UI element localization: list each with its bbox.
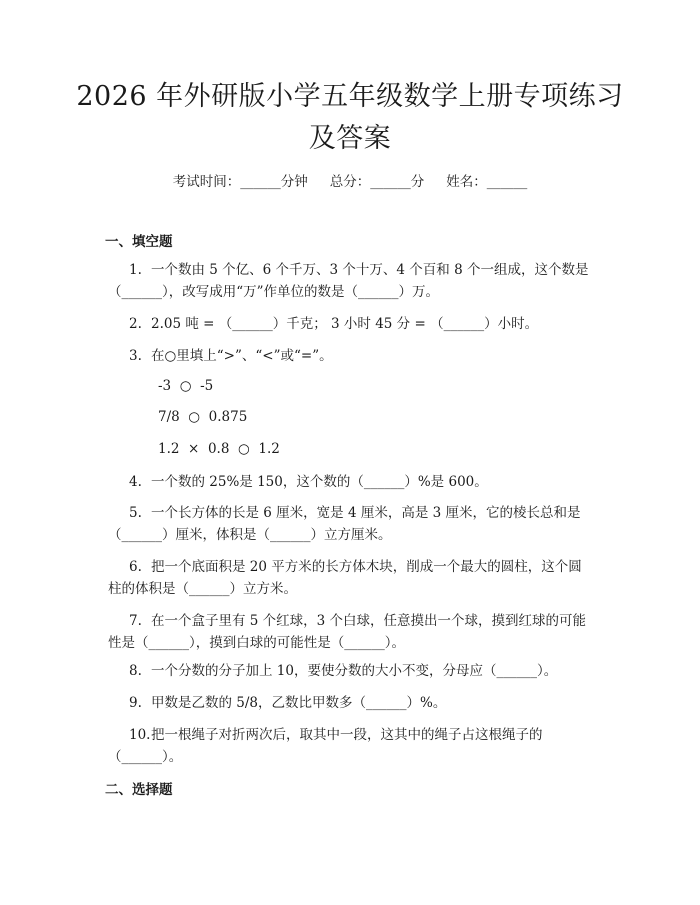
question-4 <box>108 471 593 493</box>
comparison-item: -3 ○ -5 <box>158 378 214 394</box>
title-line-2: 及答案 <box>308 123 392 154</box>
question-5 <box>108 502 593 546</box>
question-text: 甲数是乙数的 5/8，乙数比甲数多（______）%。 <box>151 695 447 711</box>
question-6 <box>108 556 593 600</box>
question-3 <box>108 345 593 367</box>
title-line-1: 2026 年外研版小学五年级数学上册专项练习 <box>76 81 624 112</box>
question-text: 在○里填上“>”、“<”或“=”。 <box>151 348 333 364</box>
question-text: 把一个底面积是 20 平方米的长方体木块，削成一个最大的圆柱，这个圆柱的体积是（______）立方米。 <box>108 559 582 597</box>
student-name: 姓名：______ <box>446 174 528 190</box>
question-number: 1. <box>129 262 142 278</box>
comparison-item: 7/8 ○ 0.875 <box>158 409 248 425</box>
exam-time: 考试时间：______分钟 <box>172 174 308 190</box>
question-number: 5. <box>129 505 142 521</box>
question-number: 2. <box>129 316 142 332</box>
question-8 <box>108 660 593 682</box>
question-text: 一个分数的分子加上 10，要使分数的大小不变，分母应（______）。 <box>151 663 558 679</box>
question-1 <box>108 259 593 303</box>
question-number: 8. <box>129 663 142 679</box>
question-9 <box>108 692 593 714</box>
question-text: 一个数由 5 个亿、6 个千万、3 个十万、4 个百和 8 个一组成，这个数是（______），改写成用“万”作单位的数是（______）万。 <box>108 262 589 300</box>
exam-meta <box>0 170 700 190</box>
question-number: 4. <box>129 474 142 490</box>
question-text: 2.05 吨 = （______）千克； 3 小时 45 分 = （______）小时。 <box>151 316 539 332</box>
document-title <box>60 76 640 160</box>
question-number: 3. <box>129 348 142 364</box>
question-text: 在一个盒子里有 5 个红球，3 个白球，任意摸出一个球，摸到红球的可能性是（______），摸到白球的可能性是（______）。 <box>108 613 587 651</box>
question-10 <box>108 724 593 768</box>
question-number: 6. <box>129 559 142 575</box>
section-heading-multiple-choice: 二、选择题 <box>105 782 173 798</box>
question-text: 一个数的 25%是 150，这个数的（______）%是 600。 <box>151 474 488 490</box>
question-7 <box>108 610 593 654</box>
question-number: 7. <box>129 613 142 629</box>
question-number: 9. <box>129 695 142 711</box>
comparison-item: 1.2 × 0.8 ○ 1.2 <box>158 441 280 457</box>
question-2 <box>108 313 593 335</box>
section-heading-fill-blank: 一、填空题 <box>105 234 173 250</box>
total-score: 总分：______分 <box>329 174 425 190</box>
question-text: 把一根绳子对折两次后，取其中一段，这其中的绳子占这根绳子的（______）。 <box>108 727 543 765</box>
question-text: 一个长方体的长是 6 厘米，宽是 4 厘米，高是 3 厘米，它的棱长总和是（______）厘米，体积是（______）立方厘米。 <box>108 505 581 543</box>
question-number: 10. <box>129 727 151 743</box>
